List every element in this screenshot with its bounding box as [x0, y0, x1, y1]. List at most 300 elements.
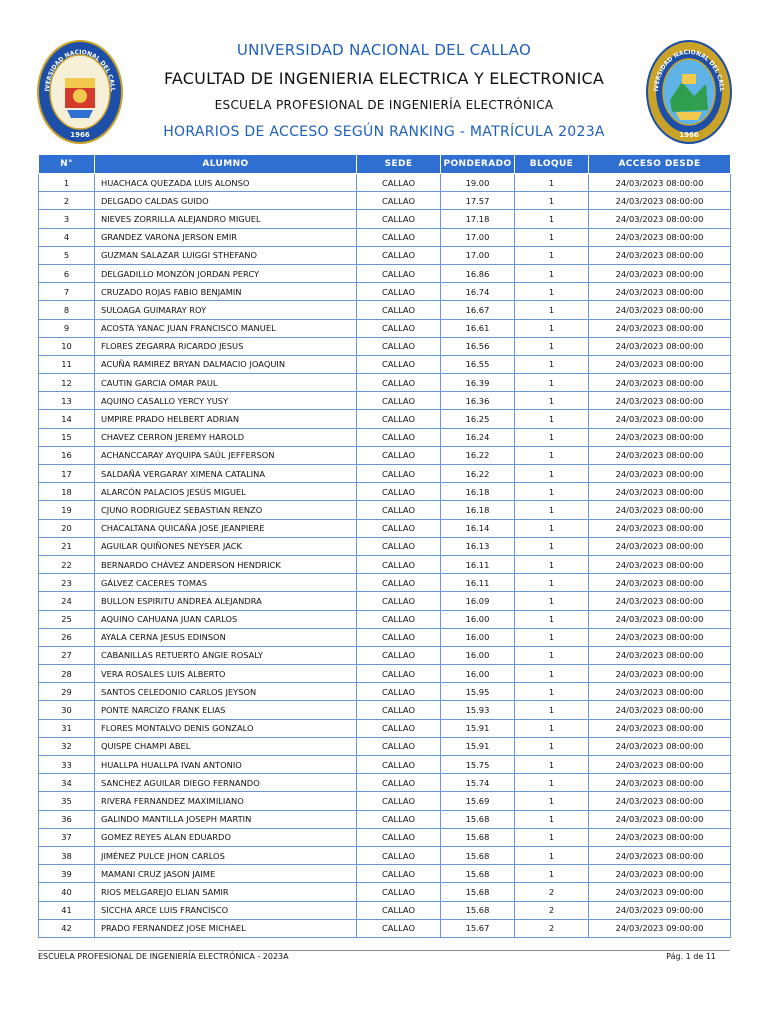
cell-campus: CALLAO — [357, 392, 441, 410]
left-seal-year: 1966 — [70, 131, 90, 139]
column-header-access-from: ACCESO DESDE — [589, 155, 731, 174]
table-body — [39, 174, 731, 938]
cell-number: 31 — [39, 719, 95, 737]
cell-access-from: 24/03/2023 09:00:00 — [589, 919, 731, 937]
cell-campus: CALLAO — [357, 646, 441, 664]
cell-campus: CALLAO — [357, 501, 441, 519]
cell-block: 1 — [515, 392, 589, 410]
cell-block: 1 — [515, 792, 589, 810]
cell-weighted-score: 16.14 — [441, 519, 515, 537]
cell-block: 1 — [515, 737, 589, 755]
cell-access-from: 24/03/2023 08:00:00 — [589, 428, 731, 446]
table-row — [39, 337, 731, 355]
cell-weighted-score: 16.18 — [441, 501, 515, 519]
table-row — [39, 174, 731, 192]
cell-campus: CALLAO — [357, 665, 441, 683]
cell-access-from: 24/03/2023 08:00:00 — [589, 792, 731, 810]
cell-access-from: 24/03/2023 08:00:00 — [589, 774, 731, 792]
cell-access-from: 24/03/2023 08:00:00 — [589, 246, 731, 264]
cell-campus: CALLAO — [357, 410, 441, 428]
cell-block: 1 — [515, 446, 589, 464]
cell-number: 28 — [39, 665, 95, 683]
cell-block: 1 — [515, 846, 589, 864]
cell-weighted-score: 16.24 — [441, 428, 515, 446]
cell-access-from: 24/03/2023 08:00:00 — [589, 501, 731, 519]
cell-weighted-score: 16.18 — [441, 483, 515, 501]
cell-block: 1 — [515, 865, 589, 883]
table-row — [39, 246, 731, 264]
cell-number: 26 — [39, 628, 95, 646]
table-row — [39, 683, 731, 701]
cell-campus: CALLAO — [357, 737, 441, 755]
cell-student-name: GUZMAN SALAZAR LUIGGI STHEFANO — [95, 246, 357, 264]
cell-block: 1 — [515, 665, 589, 683]
cell-student-name: BERNARDO CHÁVEZ ANDERSON HENDRICK — [95, 555, 357, 573]
right-seal-year: 1966 — [679, 131, 699, 139]
cell-access-from: 24/03/2023 08:00:00 — [589, 719, 731, 737]
cell-number: 40 — [39, 883, 95, 901]
cell-access-from: 24/03/2023 08:00:00 — [589, 574, 731, 592]
cell-access-from: 24/03/2023 08:00:00 — [589, 665, 731, 683]
table-row — [39, 374, 731, 392]
cell-number: 13 — [39, 392, 95, 410]
cell-campus: CALLAO — [357, 519, 441, 537]
table-row — [39, 537, 731, 555]
cell-block: 1 — [515, 192, 589, 210]
cell-student-name: CJUNO RODRIGUEZ SEBASTIAN RENZO — [95, 501, 357, 519]
cell-student-name: SANCHEZ AGUILAR DIEGO FERNANDO — [95, 774, 357, 792]
cell-block: 1 — [515, 519, 589, 537]
table-row — [39, 737, 731, 755]
table-row — [39, 392, 731, 410]
table-row — [39, 919, 731, 937]
cell-weighted-score: 17.18 — [441, 210, 515, 228]
table-row — [39, 665, 731, 683]
cell-student-name: SULOAGA GUIMARAY ROY — [95, 301, 357, 319]
cell-block: 1 — [515, 537, 589, 555]
cell-access-from: 24/03/2023 08:00:00 — [589, 410, 731, 428]
cell-block: 2 — [515, 901, 589, 919]
cell-block: 1 — [515, 210, 589, 228]
cell-block: 1 — [515, 410, 589, 428]
cell-student-name: CRUZADO ROJAS FABIO BENJAMIN — [95, 283, 357, 301]
cell-block: 1 — [515, 246, 589, 264]
cell-access-from: 24/03/2023 08:00:00 — [589, 628, 731, 646]
left-seal-ring-text: IVERSIDAD NACIONAL DEL CALL — [43, 48, 117, 92]
cell-number: 3 — [39, 210, 95, 228]
cell-block: 1 — [515, 701, 589, 719]
column-header-campus: SEDE — [357, 155, 441, 174]
cell-weighted-score: 16.09 — [441, 592, 515, 610]
cell-access-from: 24/03/2023 08:00:00 — [589, 810, 731, 828]
cell-number: 15 — [39, 428, 95, 446]
cell-campus: CALLAO — [357, 465, 441, 483]
cell-campus: CALLAO — [357, 701, 441, 719]
footer-divider — [38, 950, 730, 951]
table-row — [39, 228, 731, 246]
cell-block: 1 — [515, 810, 589, 828]
cell-weighted-score: 15.68 — [441, 901, 515, 919]
cell-campus: CALLAO — [357, 919, 441, 937]
table-row — [39, 519, 731, 537]
cell-campus: CALLAO — [357, 592, 441, 610]
cell-number: 25 — [39, 610, 95, 628]
cell-campus: CALLAO — [357, 301, 441, 319]
table-row — [39, 210, 731, 228]
table-row — [39, 319, 731, 337]
cell-access-from: 24/03/2023 08:00:00 — [589, 592, 731, 610]
cell-access-from: 24/03/2023 08:00:00 — [589, 228, 731, 246]
cell-access-from: 24/03/2023 08:00:00 — [589, 192, 731, 210]
cell-student-name: AYALA CERNA JESUS EDINSON — [95, 628, 357, 646]
cell-student-name: ACUÑA RAMIREZ BRYAN DALMACIO JOAQUIN — [95, 355, 357, 373]
cell-access-from: 24/03/2023 08:00:00 — [589, 683, 731, 701]
cell-weighted-score: 15.93 — [441, 701, 515, 719]
table-row — [39, 628, 731, 646]
cell-access-from: 24/03/2023 08:00:00 — [589, 610, 731, 628]
cell-number: 10 — [39, 337, 95, 355]
cell-block: 1 — [515, 355, 589, 373]
cell-number: 9 — [39, 319, 95, 337]
cell-number: 7 — [39, 283, 95, 301]
cell-weighted-score: 16.00 — [441, 665, 515, 683]
cell-campus: CALLAO — [357, 610, 441, 628]
cell-weighted-score: 16.11 — [441, 574, 515, 592]
cell-access-from: 24/03/2023 08:00:00 — [589, 465, 731, 483]
cell-campus: CALLAO — [357, 846, 441, 864]
table-row — [39, 901, 731, 919]
cell-access-from: 24/03/2023 08:00:00 — [589, 828, 731, 846]
cell-weighted-score: 16.55 — [441, 355, 515, 373]
cell-number: 36 — [39, 810, 95, 828]
cell-access-from: 24/03/2023 09:00:00 — [589, 883, 731, 901]
cell-campus: CALLAO — [357, 537, 441, 555]
cell-campus: CALLAO — [357, 192, 441, 210]
table-row — [39, 483, 731, 501]
cell-student-name: ALARCÓN PALACIOS JESÚS MIGUEL — [95, 483, 357, 501]
cell-weighted-score: 15.74 — [441, 774, 515, 792]
cell-campus: CALLAO — [357, 756, 441, 774]
cell-weighted-score: 16.00 — [441, 610, 515, 628]
cell-campus: CALLAO — [357, 428, 441, 446]
table-row — [39, 355, 731, 373]
cell-weighted-score: 15.69 — [441, 792, 515, 810]
cell-block: 1 — [515, 337, 589, 355]
table-row — [39, 865, 731, 883]
cell-access-from: 24/03/2023 08:00:00 — [589, 519, 731, 537]
column-header-number: N° — [39, 155, 95, 174]
cell-access-from: 24/03/2023 08:00:00 — [589, 319, 731, 337]
cell-weighted-score: 15.95 — [441, 683, 515, 701]
cell-campus: CALLAO — [357, 283, 441, 301]
cell-access-from: 24/03/2023 08:00:00 — [589, 337, 731, 355]
cell-campus: CALLAO — [357, 628, 441, 646]
table-row — [39, 555, 731, 573]
cell-campus: CALLAO — [357, 719, 441, 737]
cell-student-name: DELGADILLO MONZÓN JORDAN PERCY — [95, 264, 357, 282]
cell-student-name: AGUILAR QUIÑONES NEYSER JACK — [95, 537, 357, 555]
cell-student-name: CHAVEZ CERRON JEREMY HAROLD — [95, 428, 357, 446]
cell-weighted-score: 16.00 — [441, 646, 515, 664]
column-header-block: BLOQUE — [515, 155, 589, 174]
cell-access-from: 24/03/2023 08:00:00 — [589, 756, 731, 774]
university-name: UNIVERSIDAD NACIONAL DEL CALLAO — [236, 41, 532, 59]
cell-block: 1 — [515, 501, 589, 519]
cell-campus: CALLAO — [357, 574, 441, 592]
table-row — [39, 592, 731, 610]
cell-campus: CALLAO — [357, 883, 441, 901]
cell-campus: CALLAO — [357, 174, 441, 192]
cell-number: 37 — [39, 828, 95, 846]
cell-number: 6 — [39, 264, 95, 282]
cell-student-name: SALDAÑA VERGARAY XIMENA CATALINA — [95, 465, 357, 483]
table-row — [39, 610, 731, 628]
cell-number: 8 — [39, 301, 95, 319]
cell-weighted-score: 17.00 — [441, 246, 515, 264]
cell-student-name: FLORES MONTALVO DENIS GONZALO — [95, 719, 357, 737]
cell-campus: CALLAO — [357, 683, 441, 701]
cell-number: 18 — [39, 483, 95, 501]
cell-access-from: 24/03/2023 08:00:00 — [589, 701, 731, 719]
cell-number: 27 — [39, 646, 95, 664]
table-row — [39, 883, 731, 901]
cell-student-name: GOMEZ REYES ALAN EDUARDO — [95, 828, 357, 846]
cell-campus: CALLAO — [357, 264, 441, 282]
cell-block: 1 — [515, 628, 589, 646]
cell-access-from: 24/03/2023 08:00:00 — [589, 264, 731, 282]
cell-access-from: 24/03/2023 08:00:00 — [589, 174, 731, 192]
cell-access-from: 24/03/2023 08:00:00 — [589, 537, 731, 555]
table-row — [39, 410, 731, 428]
cell-access-from: 24/03/2023 08:00:00 — [589, 737, 731, 755]
cell-number: 33 — [39, 756, 95, 774]
cell-number: 42 — [39, 919, 95, 937]
table-row — [39, 501, 731, 519]
cell-student-name: QUISPE CHAMPI ABEL — [95, 737, 357, 755]
cell-block: 1 — [515, 756, 589, 774]
cell-access-from: 24/03/2023 08:00:00 — [589, 646, 731, 664]
cell-campus: CALLAO — [357, 865, 441, 883]
cell-weighted-score: 15.91 — [441, 737, 515, 755]
cell-campus: CALLAO — [357, 355, 441, 373]
document-subtitle: HORARIOS DE ACCESO SEGÚN RANKING - MATRÍCULA 2023A — [163, 124, 605, 140]
ranking-table — [38, 154, 731, 938]
cell-block: 1 — [515, 555, 589, 573]
cell-number: 30 — [39, 701, 95, 719]
cell-number: 38 — [39, 846, 95, 864]
cell-campus: CALLAO — [357, 810, 441, 828]
cell-student-name: HUACHACA QUEZADA LUIS ALONSO — [95, 174, 357, 192]
cell-access-from: 24/03/2023 08:00:00 — [589, 392, 731, 410]
cell-student-name: FLORES ZEGARRA RICARDO JESUS — [95, 337, 357, 355]
cell-campus: CALLAO — [357, 446, 441, 464]
faculty-name: FACULTAD DE INGENIERIA ELECTRICA Y ELECTRONICA — [163, 69, 605, 88]
table-row — [39, 701, 731, 719]
cell-access-from: 24/03/2023 08:00:00 — [589, 210, 731, 228]
cell-student-name: SICCHA ARCE LUIS FRANCISCO — [95, 901, 357, 919]
cell-access-from: 24/03/2023 09:00:00 — [589, 901, 731, 919]
cell-campus: CALLAO — [357, 374, 441, 392]
cell-number: 39 — [39, 865, 95, 883]
cell-block: 1 — [515, 592, 589, 610]
footer-school-text: ESCUELA PROFESIONAL DE INGENIERÍA ELECTRÓNICA - 2023A — [38, 952, 289, 961]
cell-weighted-score: 16.00 — [441, 628, 515, 646]
cell-weighted-score: 16.11 — [441, 555, 515, 573]
cell-weighted-score: 15.91 — [441, 719, 515, 737]
table-row — [39, 428, 731, 446]
cell-student-name: HUALLPA HUALLPA IVAN ANTONIO — [95, 756, 357, 774]
university-seal-logo-right — [646, 40, 732, 144]
cell-student-name: DELGADO CALDAS GUIDO — [95, 192, 357, 210]
cell-block: 1 — [515, 574, 589, 592]
cell-block: 1 — [515, 283, 589, 301]
cell-campus: CALLAO — [357, 210, 441, 228]
cell-block: 1 — [515, 319, 589, 337]
cell-number: 11 — [39, 355, 95, 373]
cell-weighted-score: 16.74 — [441, 283, 515, 301]
cell-block: 1 — [515, 264, 589, 282]
cell-weighted-score: 16.39 — [441, 374, 515, 392]
cell-number: 22 — [39, 555, 95, 573]
table-row — [39, 264, 731, 282]
table-row — [39, 192, 731, 210]
cell-student-name: RIOS MELGAREJO ELIAN SAMIR — [95, 883, 357, 901]
cell-block: 1 — [515, 683, 589, 701]
cell-number: 16 — [39, 446, 95, 464]
cell-student-name: PONTE NARCIZO FRANK ELIAS — [95, 701, 357, 719]
cell-student-name: CAUTIN GARCIA OMAR PAUL — [95, 374, 357, 392]
cell-weighted-score: 19.00 — [441, 174, 515, 192]
cell-student-name: UMPIRE PRADO HELBERT ADRIAN — [95, 410, 357, 428]
cell-number: 32 — [39, 737, 95, 755]
cell-student-name: NIEVES ZORRILLA ALEJANDRO MIGUEL — [95, 210, 357, 228]
cell-campus: CALLAO — [357, 792, 441, 810]
table-row — [39, 574, 731, 592]
cell-number: 1 — [39, 174, 95, 192]
cell-weighted-score: 16.13 — [441, 537, 515, 555]
cell-block: 2 — [515, 883, 589, 901]
cell-block: 1 — [515, 174, 589, 192]
cell-student-name: RIVERA FERNANDEZ MAXIMILIANO — [95, 792, 357, 810]
table-row — [39, 301, 731, 319]
cell-weighted-score: 16.67 — [441, 301, 515, 319]
cell-weighted-score: 15.68 — [441, 828, 515, 846]
cell-block: 1 — [515, 828, 589, 846]
cell-weighted-score: 17.57 — [441, 192, 515, 210]
cell-block: 1 — [515, 483, 589, 501]
cell-weighted-score: 16.22 — [441, 446, 515, 464]
cell-campus: CALLAO — [357, 228, 441, 246]
cell-access-from: 24/03/2023 08:00:00 — [589, 555, 731, 573]
cell-student-name: BULLON ESPIRITU ANDREA ALEJANDRA — [95, 592, 357, 610]
cell-number: 17 — [39, 465, 95, 483]
table-row — [39, 646, 731, 664]
cell-student-name: GÁLVEZ CACERES TOMAS — [95, 574, 357, 592]
cell-number: 4 — [39, 228, 95, 246]
cell-campus: CALLAO — [357, 774, 441, 792]
cell-block: 1 — [515, 646, 589, 664]
page-header — [0, 0, 768, 152]
cell-campus: CALLAO — [357, 319, 441, 337]
cell-weighted-score: 15.68 — [441, 846, 515, 864]
cell-student-name: JIMÉNEZ PULCE JHON CARLOS — [95, 846, 357, 864]
cell-block: 1 — [515, 228, 589, 246]
cell-student-name: MAMANI CRUZ JASON JAIME — [95, 865, 357, 883]
cell-student-name: ACHANCCARAY AYQUIPA SAÚL JEFFERSON — [95, 446, 357, 464]
cell-weighted-score: 15.68 — [441, 810, 515, 828]
cell-number: 12 — [39, 374, 95, 392]
cell-number: 23 — [39, 574, 95, 592]
cell-block: 1 — [515, 374, 589, 392]
table-row — [39, 828, 731, 846]
table-row — [39, 792, 731, 810]
cell-access-from: 24/03/2023 08:00:00 — [589, 301, 731, 319]
table-row — [39, 719, 731, 737]
right-seal-ring-text: IVERSIDAD NACIONAL DEL CALL — [652, 48, 726, 92]
cell-student-name: PRADO FERNANDEZ JOSE MICHAEL — [95, 919, 357, 937]
cell-campus: CALLAO — [357, 246, 441, 264]
page-number: Pág. 1 de 11 — [666, 952, 716, 961]
cell-number: 2 — [39, 192, 95, 210]
cell-block: 1 — [515, 610, 589, 628]
cell-weighted-score: 16.25 — [441, 410, 515, 428]
school-name: ESCUELA PROFESIONAL DE INGENIERÍA ELECTRÓNICA — [214, 98, 554, 112]
table-row — [39, 810, 731, 828]
cell-access-from: 24/03/2023 08:00:00 — [589, 283, 731, 301]
cell-weighted-score: 16.86 — [441, 264, 515, 282]
cell-number: 34 — [39, 774, 95, 792]
cell-access-from: 24/03/2023 08:00:00 — [589, 355, 731, 373]
cell-number: 14 — [39, 410, 95, 428]
column-header-weighted-score: PONDERADO — [441, 155, 515, 174]
cell-student-name: GRANDEZ VARONA JERSON EMIR — [95, 228, 357, 246]
cell-weighted-score: 16.56 — [441, 337, 515, 355]
cell-number: 24 — [39, 592, 95, 610]
table-row — [39, 446, 731, 464]
cell-student-name: AQUINO CASALLO YERCY YUSY — [95, 392, 357, 410]
cell-block: 1 — [515, 719, 589, 737]
cell-campus: CALLAO — [357, 337, 441, 355]
cell-number: 20 — [39, 519, 95, 537]
cell-number: 41 — [39, 901, 95, 919]
cell-access-from: 24/03/2023 08:00:00 — [589, 374, 731, 392]
cell-access-from: 24/03/2023 08:00:00 — [589, 846, 731, 864]
cell-weighted-score: 15.67 — [441, 919, 515, 937]
cell-student-name: CABANILLAS RETUERTO ANGIE ROSALY — [95, 646, 357, 664]
cell-weighted-score: 16.61 — [441, 319, 515, 337]
cell-student-name: ACOSTA YANAC JUAN FRANCISCO MANUEL — [95, 319, 357, 337]
cell-weighted-score: 16.36 — [441, 392, 515, 410]
cell-access-from: 24/03/2023 08:00:00 — [589, 483, 731, 501]
cell-number: 5 — [39, 246, 95, 264]
table-row — [39, 774, 731, 792]
cell-weighted-score: 15.75 — [441, 756, 515, 774]
cell-student-name: AQUINO CAHUANA JUAN CARLOS — [95, 610, 357, 628]
column-header-student: ALUMNO — [95, 155, 357, 174]
cell-access-from: 24/03/2023 08:00:00 — [589, 446, 731, 464]
cell-student-name: VERA ROSALES LUIS ALBERTO — [95, 665, 357, 683]
cell-number: 35 — [39, 792, 95, 810]
cell-campus: CALLAO — [357, 828, 441, 846]
cell-block: 1 — [515, 774, 589, 792]
cell-campus: CALLAO — [357, 555, 441, 573]
cell-number: 29 — [39, 683, 95, 701]
cell-block: 2 — [515, 919, 589, 937]
cell-weighted-score: 15.68 — [441, 883, 515, 901]
cell-weighted-score: 16.22 — [441, 465, 515, 483]
table-row — [39, 756, 731, 774]
table-header-row — [39, 155, 731, 174]
